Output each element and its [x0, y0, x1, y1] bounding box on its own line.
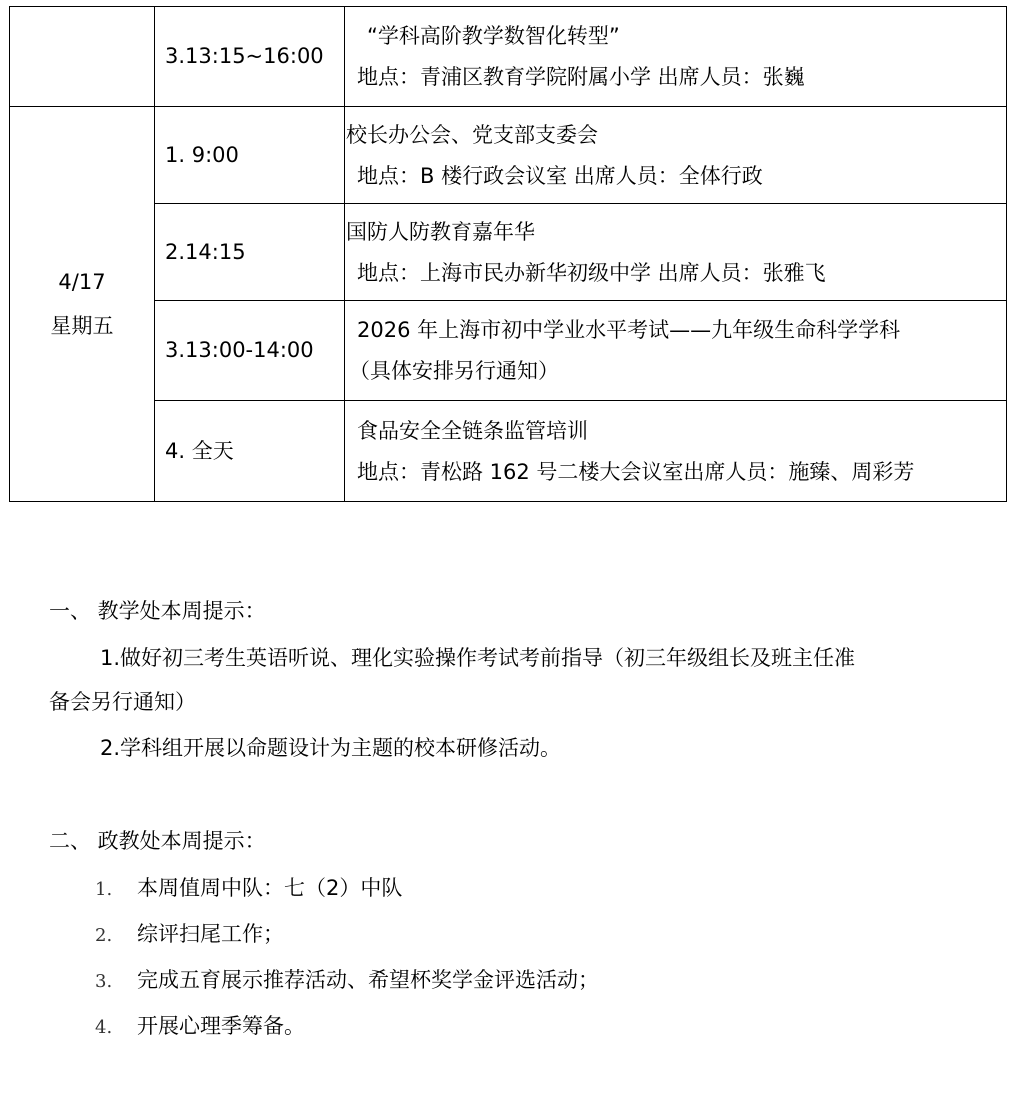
date-cell	[10, 107, 155, 502]
item-number: 3.	[95, 971, 113, 992]
detail-cell	[345, 301, 1007, 401]
event-title: 2026 年上海市初中学业水平考试——九年级生命科学学科	[357, 318, 901, 342]
event-detail: 地点：B 楼行政会议室 出席人员：全体行政	[357, 163, 763, 188]
teaching-item-1-line-2: 备会另行通知）	[49, 690, 196, 714]
time-text: 2.14:15	[165, 239, 246, 264]
detail-cell	[345, 401, 1007, 502]
item-number: 2.	[95, 925, 113, 946]
item-text: 综评扫尾工作；	[137, 922, 284, 946]
political-item	[95, 876, 402, 902]
event-title: 国防人防教育嘉年华	[346, 219, 535, 244]
event-detail: 地点：青浦区教育学院附属小学 出席人员：张巍	[357, 65, 805, 89]
event-detail: （具体安排另行通知）	[349, 359, 559, 383]
item-text: 开展心理季筹备。	[137, 1014, 305, 1038]
event-detail: 地点：上海市民办新华初级中学 出席人员：张雅飞	[357, 260, 826, 285]
weekday-text: 星期五	[50, 314, 114, 338]
table-row	[10, 107, 1007, 204]
political-item	[95, 1014, 305, 1040]
time-cell	[155, 204, 345, 301]
event-title: 食品安全全链条监管培训	[357, 418, 588, 443]
political-item	[95, 922, 284, 948]
time-text: 4. 全天	[165, 438, 234, 463]
time-cell	[155, 7, 345, 107]
table-row	[10, 301, 1007, 401]
detail-cell	[345, 107, 1007, 204]
teaching-heading: 一、 教学处本周提示：	[49, 599, 266, 623]
date-cell-empty	[10, 7, 155, 107]
detail-cell	[345, 204, 1007, 301]
item-text: 完成五育展示推荐活动、希望杯奖学金评选活动；	[137, 968, 599, 992]
time-text: 3.13:15~16:00	[165, 44, 324, 68]
event-detail: 地点：青松路 162 号二楼大会议室出席人员：施臻、周彩芳	[357, 459, 915, 484]
schedule-table	[9, 6, 1007, 502]
time-text: 3.13:00-14:00	[165, 338, 314, 362]
detail-cell	[345, 7, 1007, 107]
time-cell	[155, 107, 345, 204]
time-cell	[155, 401, 345, 502]
teaching-item-1-line-1: 1.做好初三考生英语听说、理化实验操作考试考前指导（初三年级组长及班主任准	[100, 646, 856, 670]
date-text: 4/17	[58, 270, 106, 294]
political-item	[95, 968, 599, 994]
event-title: “学科高阶教学数智化转型”	[367, 24, 620, 48]
time-cell	[155, 301, 345, 401]
time-text: 1. 9:00	[165, 142, 239, 167]
event-title: 校长办公会、党支部支委会	[346, 122, 598, 147]
table-row	[10, 7, 1007, 107]
item-number: 1.	[95, 879, 113, 900]
item-text: 本周值周中队：七（2）中队	[137, 876, 403, 900]
table-row	[10, 401, 1007, 502]
teaching-item-2: 2.学科组开展以命题设计为主题的校本研修活动。	[100, 736, 562, 760]
political-heading: 二、 政教处本周提示：	[49, 829, 266, 853]
item-number: 4.	[95, 1017, 113, 1038]
table-row	[10, 204, 1007, 301]
